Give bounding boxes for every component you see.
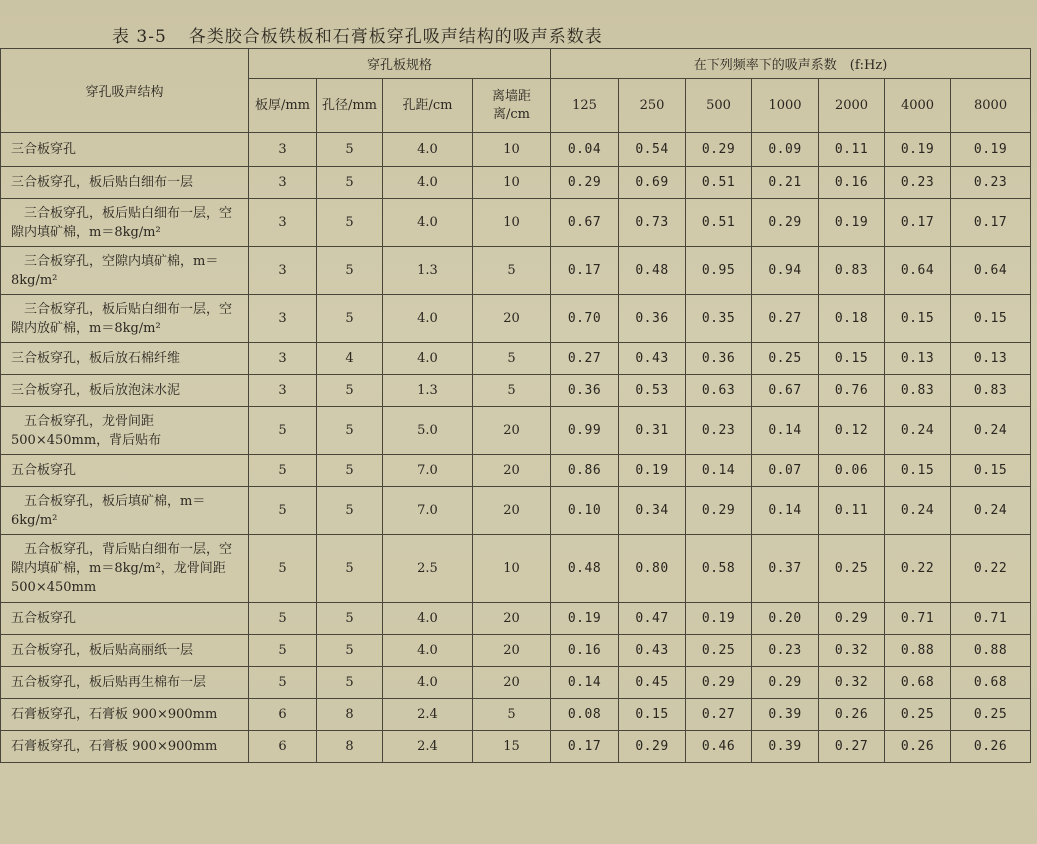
coefficient-cell: 0.23 (885, 167, 951, 199)
structure-cell: 五合板穿孔，板后填矿棉，m＝6kg/m² (1, 487, 249, 535)
coefficient-cell: 0.36 (619, 295, 686, 343)
wall-distance-cell: 10 (473, 199, 551, 247)
coefficient-cell: 0.25 (819, 535, 885, 603)
thickness-cell: 5 (249, 455, 317, 487)
hole-spacing-cell: 4.0 (383, 167, 473, 199)
table-row (1, 535, 1031, 603)
wall-distance-cell: 20 (473, 455, 551, 487)
thickness-cell: 6 (249, 731, 317, 763)
coefficient-cell: 0.19 (819, 199, 885, 247)
coefficient-cell: 0.54 (619, 133, 686, 167)
coefficient-cell: 0.23 (951, 167, 1031, 199)
coefficient-cell: 0.95 (686, 247, 752, 295)
coefficient-cell: 0.36 (686, 343, 752, 375)
coefficient-cell: 0.51 (686, 199, 752, 247)
hole-diameter-cell: 5 (317, 407, 383, 455)
coefficient-cell: 0.04 (551, 133, 619, 167)
freq-header-4000: 4000 (885, 79, 951, 133)
hole-diameter-cell: 5 (317, 667, 383, 699)
absorption-table (0, 48, 1031, 763)
coefficient-cell: 0.71 (951, 603, 1031, 635)
coefficient-cell: 0.68 (951, 667, 1031, 699)
coefficient-cell: 0.31 (619, 407, 686, 455)
coefficient-cell: 0.83 (885, 375, 951, 407)
coefficient-cell: 0.29 (619, 731, 686, 763)
hole-spacing-cell: 2.4 (383, 731, 473, 763)
hole-diameter-cell: 5 (317, 295, 383, 343)
coefficient-cell: 0.24 (951, 487, 1031, 535)
spec-group-header: 穿孔板规格 (249, 49, 551, 79)
coefficient-cell: 0.69 (619, 167, 686, 199)
wall-distance-cell: 20 (473, 295, 551, 343)
coefficient-cell: 0.29 (686, 133, 752, 167)
hole-spacing-cell: 4.0 (383, 295, 473, 343)
thickness-cell: 3 (249, 247, 317, 295)
coefficient-cell: 0.19 (885, 133, 951, 167)
coefficient-cell: 0.67 (752, 375, 819, 407)
freq-header-2000: 2000 (819, 79, 885, 133)
coefficient-cell: 0.08 (551, 699, 619, 731)
coefficient-cell: 0.24 (951, 407, 1031, 455)
hole-spacing-cell: 2.5 (383, 535, 473, 603)
coefficient-cell: 0.15 (885, 295, 951, 343)
structure-cell: 三合板穿孔 (1, 133, 249, 167)
coefficient-cell: 0.29 (819, 603, 885, 635)
hole-spacing-header: 孔距/cm (383, 79, 473, 133)
coefficient-cell: 0.14 (686, 455, 752, 487)
table-row (1, 699, 1031, 731)
wall-distance-cell: 5 (473, 699, 551, 731)
thickness-cell: 3 (249, 343, 317, 375)
coefficient-cell: 0.29 (752, 199, 819, 247)
structure-cell: 三合板穿孔，板后放泡沫水泥 (1, 375, 249, 407)
wall-distance-cell: 10 (473, 535, 551, 603)
coefficient-cell: 0.19 (951, 133, 1031, 167)
structure-cell: 五合板穿孔 (1, 603, 249, 635)
coefficient-cell: 0.25 (752, 343, 819, 375)
coefficient-cell: 0.43 (619, 343, 686, 375)
hole-spacing-cell: 4.0 (383, 343, 473, 375)
table-row (1, 731, 1031, 763)
coefficient-cell: 0.14 (752, 407, 819, 455)
coefficient-cell: 0.73 (619, 199, 686, 247)
table-body (1, 133, 1031, 763)
structure-cell: 五合板穿孔，龙骨间距 500×450mm，背后贴布 (1, 407, 249, 455)
coefficient-cell: 0.25 (885, 699, 951, 731)
thickness-cell: 3 (249, 199, 317, 247)
freq-header-1000: 1000 (752, 79, 819, 133)
hole-diameter-cell: 5 (317, 375, 383, 407)
thickness-cell: 3 (249, 167, 317, 199)
coefficient-cell: 0.15 (951, 455, 1031, 487)
coefficient-cell: 0.22 (951, 535, 1031, 603)
structure-cell: 五合板穿孔，板后贴高丽纸一层 (1, 635, 249, 667)
coefficient-cell: 0.63 (686, 375, 752, 407)
hole-spacing-cell: 1.3 (383, 375, 473, 407)
coefficient-cell: 0.13 (885, 343, 951, 375)
coefficient-cell: 0.71 (885, 603, 951, 635)
coefficient-cell: 0.23 (686, 407, 752, 455)
thickness-cell: 3 (249, 133, 317, 167)
table-row (1, 455, 1031, 487)
hole-spacing-cell: 7.0 (383, 455, 473, 487)
freq-header-8000: 8000 (951, 79, 1031, 133)
coefficient-cell: 0.06 (819, 455, 885, 487)
coefficient-cell: 0.27 (551, 343, 619, 375)
coefficient-cell: 0.15 (819, 343, 885, 375)
coefficient-cell: 0.20 (752, 603, 819, 635)
coefficient-cell: 0.19 (551, 603, 619, 635)
hole-spacing-cell: 4.0 (383, 603, 473, 635)
coefficient-cell: 0.27 (752, 295, 819, 343)
wall-distance-header: 离墙距离/cm (473, 79, 551, 133)
coefficient-cell: 0.16 (819, 167, 885, 199)
coefficient-cell: 0.48 (551, 535, 619, 603)
hole-spacing-cell: 2.4 (383, 699, 473, 731)
coefficient-cell: 0.15 (951, 295, 1031, 343)
thickness-cell: 5 (249, 667, 317, 699)
coefficient-cell: 0.32 (819, 635, 885, 667)
structure-cell: 石膏板穿孔，石膏板 900×900mm (1, 731, 249, 763)
coefficient-cell: 0.70 (551, 295, 619, 343)
coefficient-cell: 0.24 (885, 407, 951, 455)
table-title: 各类胶合板铁板和石膏板穿孔吸声结构的吸声系数表 (188, 27, 603, 47)
table-caption (112, 22, 603, 47)
wall-distance-cell: 15 (473, 731, 551, 763)
coefficient-cell: 0.12 (819, 407, 885, 455)
coefficient-cell: 0.36 (551, 375, 619, 407)
table-row (1, 247, 1031, 295)
freq-header-500: 500 (686, 79, 752, 133)
coefficient-cell: 0.11 (819, 487, 885, 535)
table-row (1, 199, 1031, 247)
hole-diameter-header: 孔径/mm (317, 79, 383, 133)
coefficient-cell: 0.25 (686, 635, 752, 667)
coefficient-cell: 0.94 (752, 247, 819, 295)
hole-diameter-cell: 5 (317, 247, 383, 295)
coefficient-cell: 0.25 (951, 699, 1031, 731)
coefficient-cell: 0.86 (551, 455, 619, 487)
coefficient-cell: 0.19 (686, 603, 752, 635)
coefficient-cell: 0.24 (885, 487, 951, 535)
structure-cell: 三合板穿孔，板后贴白细布一层，空隙内放矿棉，m＝8kg/m² (1, 295, 249, 343)
hole-diameter-cell: 8 (317, 731, 383, 763)
wall-distance-cell: 20 (473, 603, 551, 635)
coefficient-cell: 0.51 (686, 167, 752, 199)
coefficient-cell: 0.29 (752, 667, 819, 699)
coefficient-cell: 0.99 (551, 407, 619, 455)
structure-cell: 三合板穿孔，空隙内填矿棉，m＝8kg/m² (1, 247, 249, 295)
freq-header-250: 250 (619, 79, 686, 133)
hole-diameter-cell: 5 (317, 133, 383, 167)
wall-distance-cell: 20 (473, 667, 551, 699)
table-row (1, 407, 1031, 455)
hole-spacing-cell: 4.0 (383, 667, 473, 699)
hole-spacing-cell: 4.0 (383, 635, 473, 667)
hole-spacing-cell: 5.0 (383, 407, 473, 455)
coefficient-cell: 0.68 (885, 667, 951, 699)
table-number: 表 3-5 (112, 27, 167, 47)
coefficient-cell: 0.29 (686, 487, 752, 535)
table-row (1, 667, 1031, 699)
coefficient-cell: 0.58 (686, 535, 752, 603)
table-row (1, 635, 1031, 667)
coefficient-cell: 0.64 (885, 247, 951, 295)
coefficient-cell: 0.23 (752, 635, 819, 667)
coefficient-cell: 0.64 (951, 247, 1031, 295)
wall-distance-cell: 20 (473, 407, 551, 455)
coefficient-cell: 0.83 (819, 247, 885, 295)
hole-spacing-cell: 4.0 (383, 199, 473, 247)
thickness-cell: 5 (249, 535, 317, 603)
coefficient-cell: 0.27 (686, 699, 752, 731)
structure-cell: 五合板穿孔 (1, 455, 249, 487)
coefficient-cell: 0.88 (951, 635, 1031, 667)
structure-cell: 五合板穿孔，背后贴白细布一层，空隙内填矿棉，m＝8kg/m²，龙骨间距 500×450mm (1, 535, 249, 603)
coefficient-cell: 0.21 (752, 167, 819, 199)
wall-distance-cell: 5 (473, 343, 551, 375)
coefficient-cell: 0.16 (551, 635, 619, 667)
thickness-cell: 5 (249, 603, 317, 635)
coefficient-cell: 0.09 (752, 133, 819, 167)
coefficient-cell: 0.29 (551, 167, 619, 199)
coefficient-cell: 0.32 (819, 667, 885, 699)
wall-distance-cell: 20 (473, 635, 551, 667)
wall-distance-cell: 10 (473, 167, 551, 199)
wall-distance-cell: 5 (473, 247, 551, 295)
hole-diameter-cell: 5 (317, 167, 383, 199)
hole-diameter-cell: 5 (317, 487, 383, 535)
hole-diameter-cell: 5 (317, 603, 383, 635)
thickness-cell: 6 (249, 699, 317, 731)
coefficient-cell: 0.29 (686, 667, 752, 699)
coefficient-cell: 0.14 (752, 487, 819, 535)
thickness-cell: 3 (249, 295, 317, 343)
hole-diameter-cell: 5 (317, 455, 383, 487)
table-row (1, 167, 1031, 199)
coefficient-cell: 0.26 (885, 731, 951, 763)
table-row (1, 375, 1031, 407)
coefficient-cell: 0.80 (619, 535, 686, 603)
coefficient-cell: 0.17 (885, 199, 951, 247)
structure-header: 穿孔吸声结构 (1, 49, 249, 133)
coefficient-cell: 0.47 (619, 603, 686, 635)
coefficient-cell: 0.53 (619, 375, 686, 407)
hole-spacing-cell: 1.3 (383, 247, 473, 295)
table-row (1, 343, 1031, 375)
thickness-cell: 5 (249, 407, 317, 455)
hole-diameter-cell: 5 (317, 635, 383, 667)
coefficient-cell: 0.46 (686, 731, 752, 763)
freq-header-125: 125 (551, 79, 619, 133)
coefficient-cell: 0.34 (619, 487, 686, 535)
hole-diameter-cell: 5 (317, 199, 383, 247)
wall-distance-cell: 20 (473, 487, 551, 535)
coefficient-cell: 0.35 (686, 295, 752, 343)
wall-distance-cell: 10 (473, 133, 551, 167)
table-row (1, 295, 1031, 343)
coefficient-cell: 0.11 (819, 133, 885, 167)
coefficient-cell: 0.83 (951, 375, 1031, 407)
coefficient-cell: 0.13 (951, 343, 1031, 375)
coefficient-cell: 0.43 (619, 635, 686, 667)
coefficient-cell: 0.18 (819, 295, 885, 343)
hole-diameter-cell: 5 (317, 535, 383, 603)
coefficient-cell: 0.17 (551, 247, 619, 295)
coefficient-cell: 0.26 (819, 699, 885, 731)
structure-cell: 三合板穿孔，板后贴白细布一层 (1, 167, 249, 199)
freq-group-header: 在下列频率下的吸声系数 (f:Hz) (551, 49, 1031, 79)
coefficient-cell: 0.26 (951, 731, 1031, 763)
table-row (1, 133, 1031, 167)
coefficient-cell: 0.07 (752, 455, 819, 487)
hole-diameter-cell: 8 (317, 699, 383, 731)
coefficient-cell: 0.39 (752, 731, 819, 763)
structure-cell: 三合板穿孔，板后放石棉纤维 (1, 343, 249, 375)
thickness-header: 板厚/mm (249, 79, 317, 133)
coefficient-cell: 0.45 (619, 667, 686, 699)
hole-spacing-cell: 4.0 (383, 133, 473, 167)
coefficient-cell: 0.76 (819, 375, 885, 407)
coefficient-cell: 0.19 (619, 455, 686, 487)
wall-distance-cell: 5 (473, 375, 551, 407)
table-row (1, 487, 1031, 535)
table-row (1, 603, 1031, 635)
coefficient-cell: 0.48 (619, 247, 686, 295)
hole-diameter-cell: 4 (317, 343, 383, 375)
coefficient-cell: 0.22 (885, 535, 951, 603)
hole-spacing-cell: 7.0 (383, 487, 473, 535)
coefficient-cell: 0.15 (885, 455, 951, 487)
structure-cell: 石膏板穿孔，石膏板 900×900mm (1, 699, 249, 731)
coefficient-cell: 0.17 (551, 731, 619, 763)
coefficient-cell: 0.39 (752, 699, 819, 731)
header-row-group (1, 49, 1031, 79)
thickness-cell: 5 (249, 487, 317, 535)
thickness-cell: 5 (249, 635, 317, 667)
coefficient-cell: 0.88 (885, 635, 951, 667)
coefficient-cell: 0.67 (551, 199, 619, 247)
coefficient-cell: 0.14 (551, 667, 619, 699)
coefficient-cell: 0.37 (752, 535, 819, 603)
coefficient-cell: 0.27 (819, 731, 885, 763)
coefficient-cell: 0.17 (951, 199, 1031, 247)
coefficient-cell: 0.15 (619, 699, 686, 731)
structure-cell: 三合板穿孔，板后贴白细布一层，空隙内填矿棉，m＝8kg/m² (1, 199, 249, 247)
thickness-cell: 3 (249, 375, 317, 407)
structure-cell: 五合板穿孔，板后贴再生棉布一层 (1, 667, 249, 699)
coefficient-cell: 0.10 (551, 487, 619, 535)
